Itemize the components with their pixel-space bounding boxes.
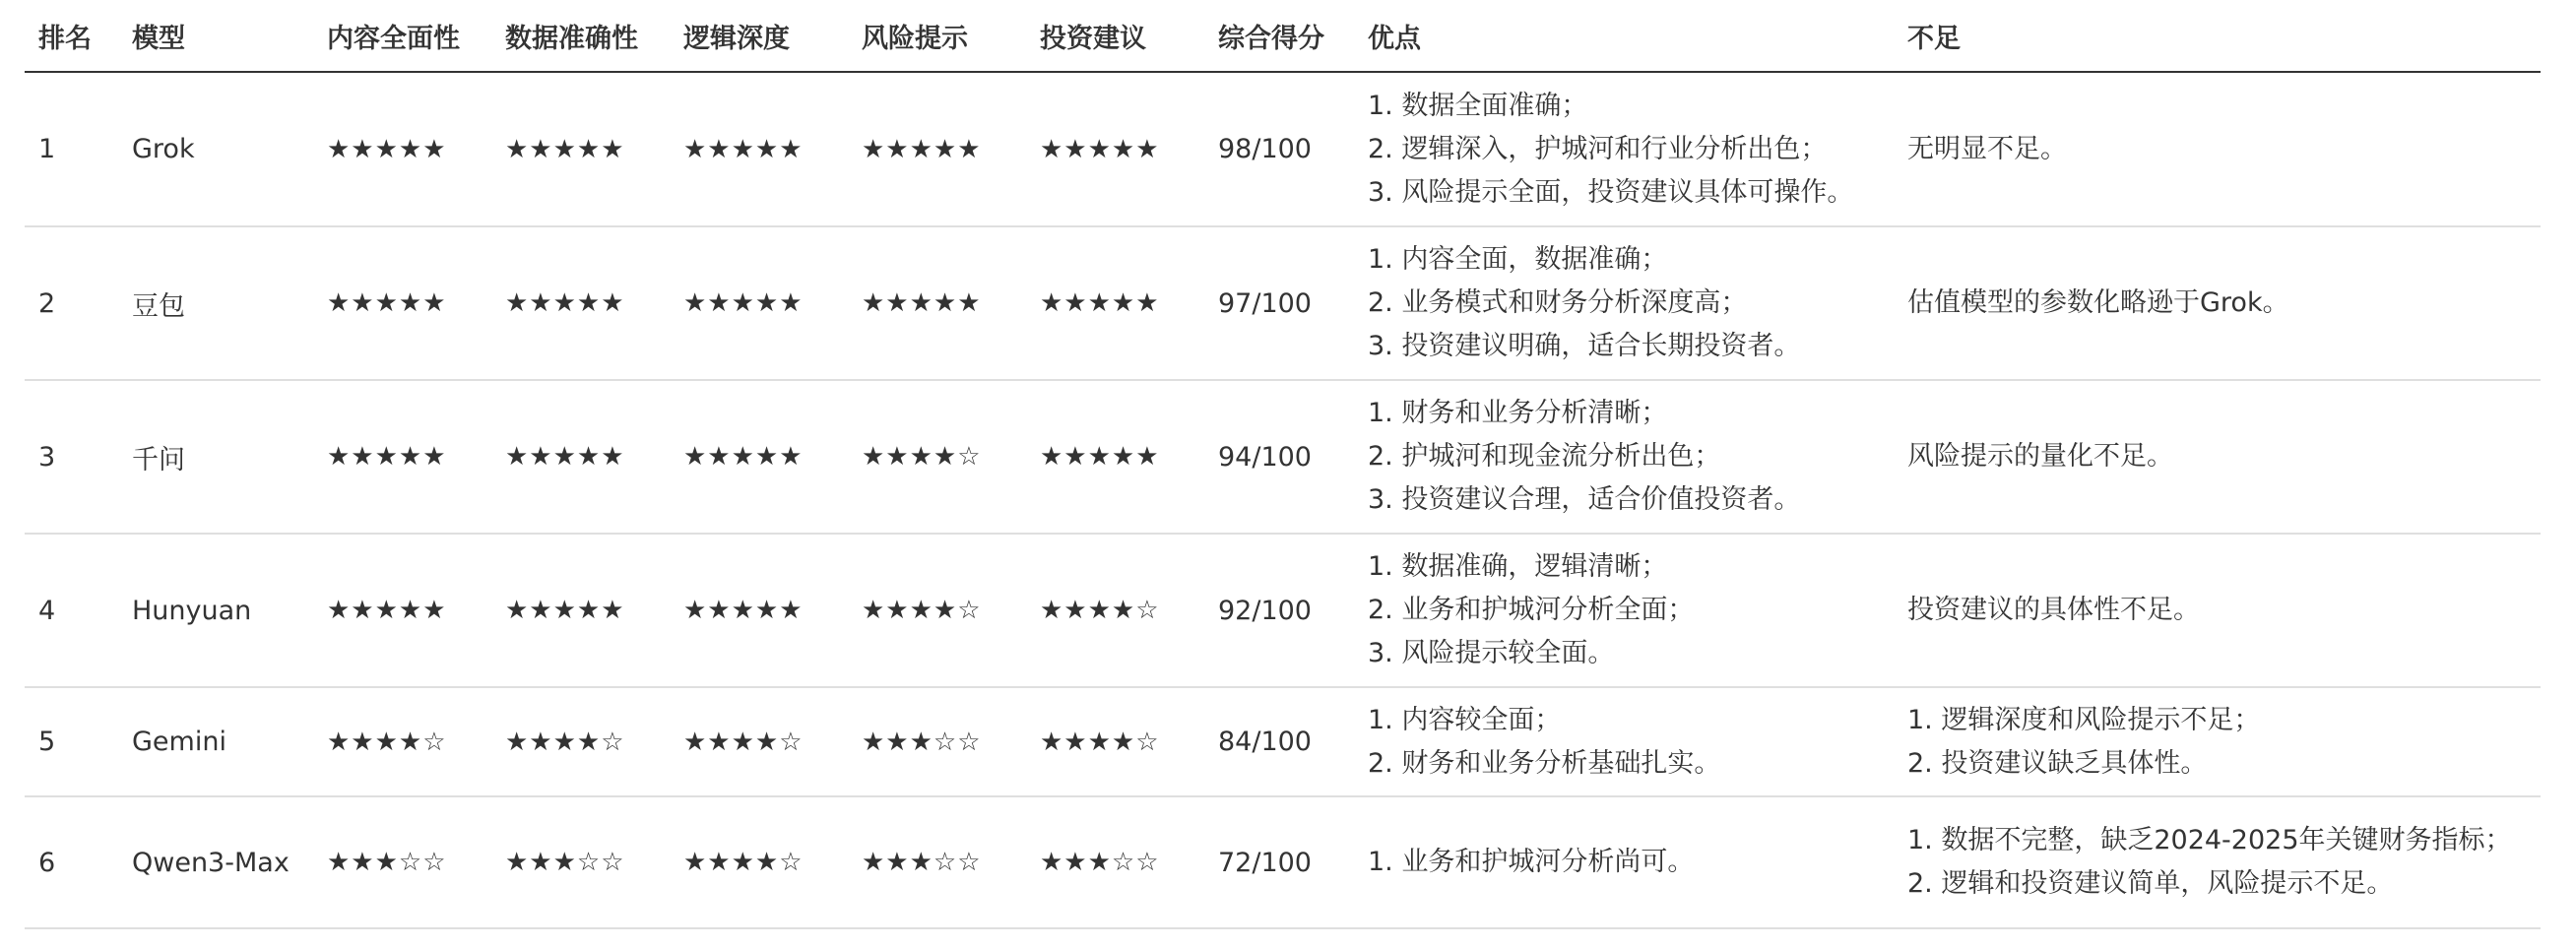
pros-cell [1354, 687, 1894, 796]
accuracy-rating: ★★★★★ [491, 226, 670, 380]
header-cons: 不足 [1894, 0, 2541, 72]
logic-rating: ★★★★☆ [670, 796, 848, 928]
rank-cell: 1 [25, 72, 118, 226]
header-logic-depth: 逻辑深度 [670, 0, 848, 72]
header-investment-advice: 投资建议 [1026, 0, 1204, 72]
risk-rating: ★★★★☆ [848, 380, 1026, 534]
risk-rating: ★★★☆☆ [848, 687, 1026, 796]
pros-cell [1354, 796, 1894, 928]
logic-rating: ★★★★★ [670, 380, 848, 534]
pros-line: 1. 内容较全面； [1368, 704, 1562, 735]
model-ranking-table [25, 0, 2541, 929]
pros-line: 2. 逻辑深入，护城河和行业分析出色； [1368, 133, 1828, 164]
accuracy-rating: ★★★★★ [491, 534, 670, 687]
score-cell: 98/100 [1204, 72, 1354, 226]
header-pros: 优点 [1354, 0, 1894, 72]
table-row [25, 380, 2541, 534]
pros-line: 2. 护城河和现金流分析出色； [1368, 441, 1721, 472]
cons-line: 2. 逻辑和投资建议简单，风险提示不足。 [1907, 868, 2394, 899]
cons-line: 2. 投资建议缺乏具体性。 [1907, 747, 2208, 779]
content-rating: ★★★★★ [313, 72, 491, 226]
rank-cell: 5 [25, 687, 118, 796]
score-cell: 94/100 [1204, 380, 1354, 534]
risk-rating: ★★★☆☆ [848, 796, 1026, 928]
pros-line: 2. 业务模式和财务分析深度高； [1368, 287, 1748, 318]
advice-rating: ★★★★★ [1026, 226, 1204, 380]
cons-line: 投资建议的具体性不足。 [1907, 595, 2200, 625]
risk-rating: ★★★★★ [848, 226, 1026, 380]
score-cell: 97/100 [1204, 226, 1354, 380]
logic-rating: ★★★★★ [670, 72, 848, 226]
cons-cell [1894, 72, 2541, 226]
pros-line: 3. 投资建议明确，适合长期投资者。 [1368, 331, 1801, 361]
pros-line: 1. 财务和业务分析清晰； [1368, 398, 1668, 428]
model-cell: Gemini [118, 687, 313, 796]
content-rating: ★★★★★ [313, 380, 491, 534]
accuracy-rating: ★★★★★ [491, 380, 670, 534]
header-content-completeness: 内容全面性 [313, 0, 491, 72]
model-cell: 豆包 [118, 226, 313, 380]
rank-cell: 3 [25, 380, 118, 534]
logic-rating: ★★★★★ [670, 534, 848, 687]
pros-line: 3. 风险提示较全面。 [1368, 638, 1615, 668]
risk-rating: ★★★★☆ [848, 534, 1026, 687]
content-rating: ★★★★☆ [313, 687, 491, 796]
cons-cell [1894, 380, 2541, 534]
table-row [25, 72, 2541, 226]
table-header-row [25, 0, 2541, 72]
content-rating: ★★★★★ [313, 226, 491, 380]
rank-cell: 4 [25, 534, 118, 687]
table-row [25, 687, 2541, 796]
header-risk-warning: 风险提示 [848, 0, 1026, 72]
header-data-accuracy: 数据准确性 [491, 0, 670, 72]
advice-rating: ★★★★☆ [1026, 687, 1204, 796]
logic-rating: ★★★★☆ [670, 687, 848, 796]
advice-rating: ★★★★★ [1026, 380, 1204, 534]
header-rank: 排名 [25, 0, 118, 72]
score-cell: 84/100 [1204, 687, 1354, 796]
pros-cell [1354, 380, 1894, 534]
content-rating: ★★★☆☆ [313, 796, 491, 928]
pros-line: 3. 投资建议合理，适合价值投资者。 [1368, 484, 1801, 515]
cons-cell [1894, 796, 2541, 928]
pros-cell [1354, 72, 1894, 226]
accuracy-rating: ★★★★☆ [491, 687, 670, 796]
pros-line: 1. 数据全面准确； [1368, 90, 1588, 121]
cons-line: 1. 数据不完整，缺乏2024-2025年关键财务指标； [1907, 825, 2512, 855]
pros-cell [1354, 534, 1894, 687]
accuracy-rating: ★★★☆☆ [491, 796, 670, 928]
advice-rating: ★★★☆☆ [1026, 796, 1204, 928]
pros-line: 1. 内容全面，数据准确； [1368, 244, 1668, 275]
table-row [25, 226, 2541, 380]
accuracy-rating: ★★★★★ [491, 72, 670, 226]
model-cell: Qwen3-Max [118, 796, 313, 928]
content-rating: ★★★★★ [313, 534, 491, 687]
cons-line: 风险提示的量化不足。 [1907, 441, 2173, 472]
score-cell: 92/100 [1204, 534, 1354, 687]
pros-line: 3. 风险提示全面，投资建议具体可操作。 [1368, 176, 1854, 208]
cons-line: 1. 逻辑深度和风险提示不足； [1907, 704, 2261, 735]
cons-cell [1894, 534, 2541, 687]
cons-line: 估值模型的参数化略逊于Grok。 [1907, 287, 2289, 318]
score-cell: 72/100 [1204, 796, 1354, 928]
pros-cell [1354, 226, 1894, 380]
cons-cell [1894, 687, 2541, 796]
table-row [25, 534, 2541, 687]
cons-cell [1894, 226, 2541, 380]
model-cell: 千问 [118, 380, 313, 534]
pros-line: 1. 数据准确，逻辑清晰； [1368, 551, 1668, 582]
pros-line: 2. 业务和护城河分析全面； [1368, 595, 1695, 625]
advice-rating: ★★★★☆ [1026, 534, 1204, 687]
rank-cell: 2 [25, 226, 118, 380]
risk-rating: ★★★★★ [848, 72, 1026, 226]
cons-line: 无明显不足。 [1907, 133, 2067, 164]
table-row [25, 796, 2541, 928]
rank-cell: 6 [25, 796, 118, 928]
advice-rating: ★★★★★ [1026, 72, 1204, 226]
model-cell: Grok [118, 72, 313, 226]
header-overall-score: 综合得分 [1204, 0, 1354, 72]
pros-line: 1. 业务和护城河分析尚可。 [1368, 847, 1695, 877]
logic-rating: ★★★★★ [670, 226, 848, 380]
header-model: 模型 [118, 0, 313, 72]
pros-line: 2. 财务和业务分析基础扎实。 [1368, 747, 1721, 779]
model-cell: Hunyuan [118, 534, 313, 687]
